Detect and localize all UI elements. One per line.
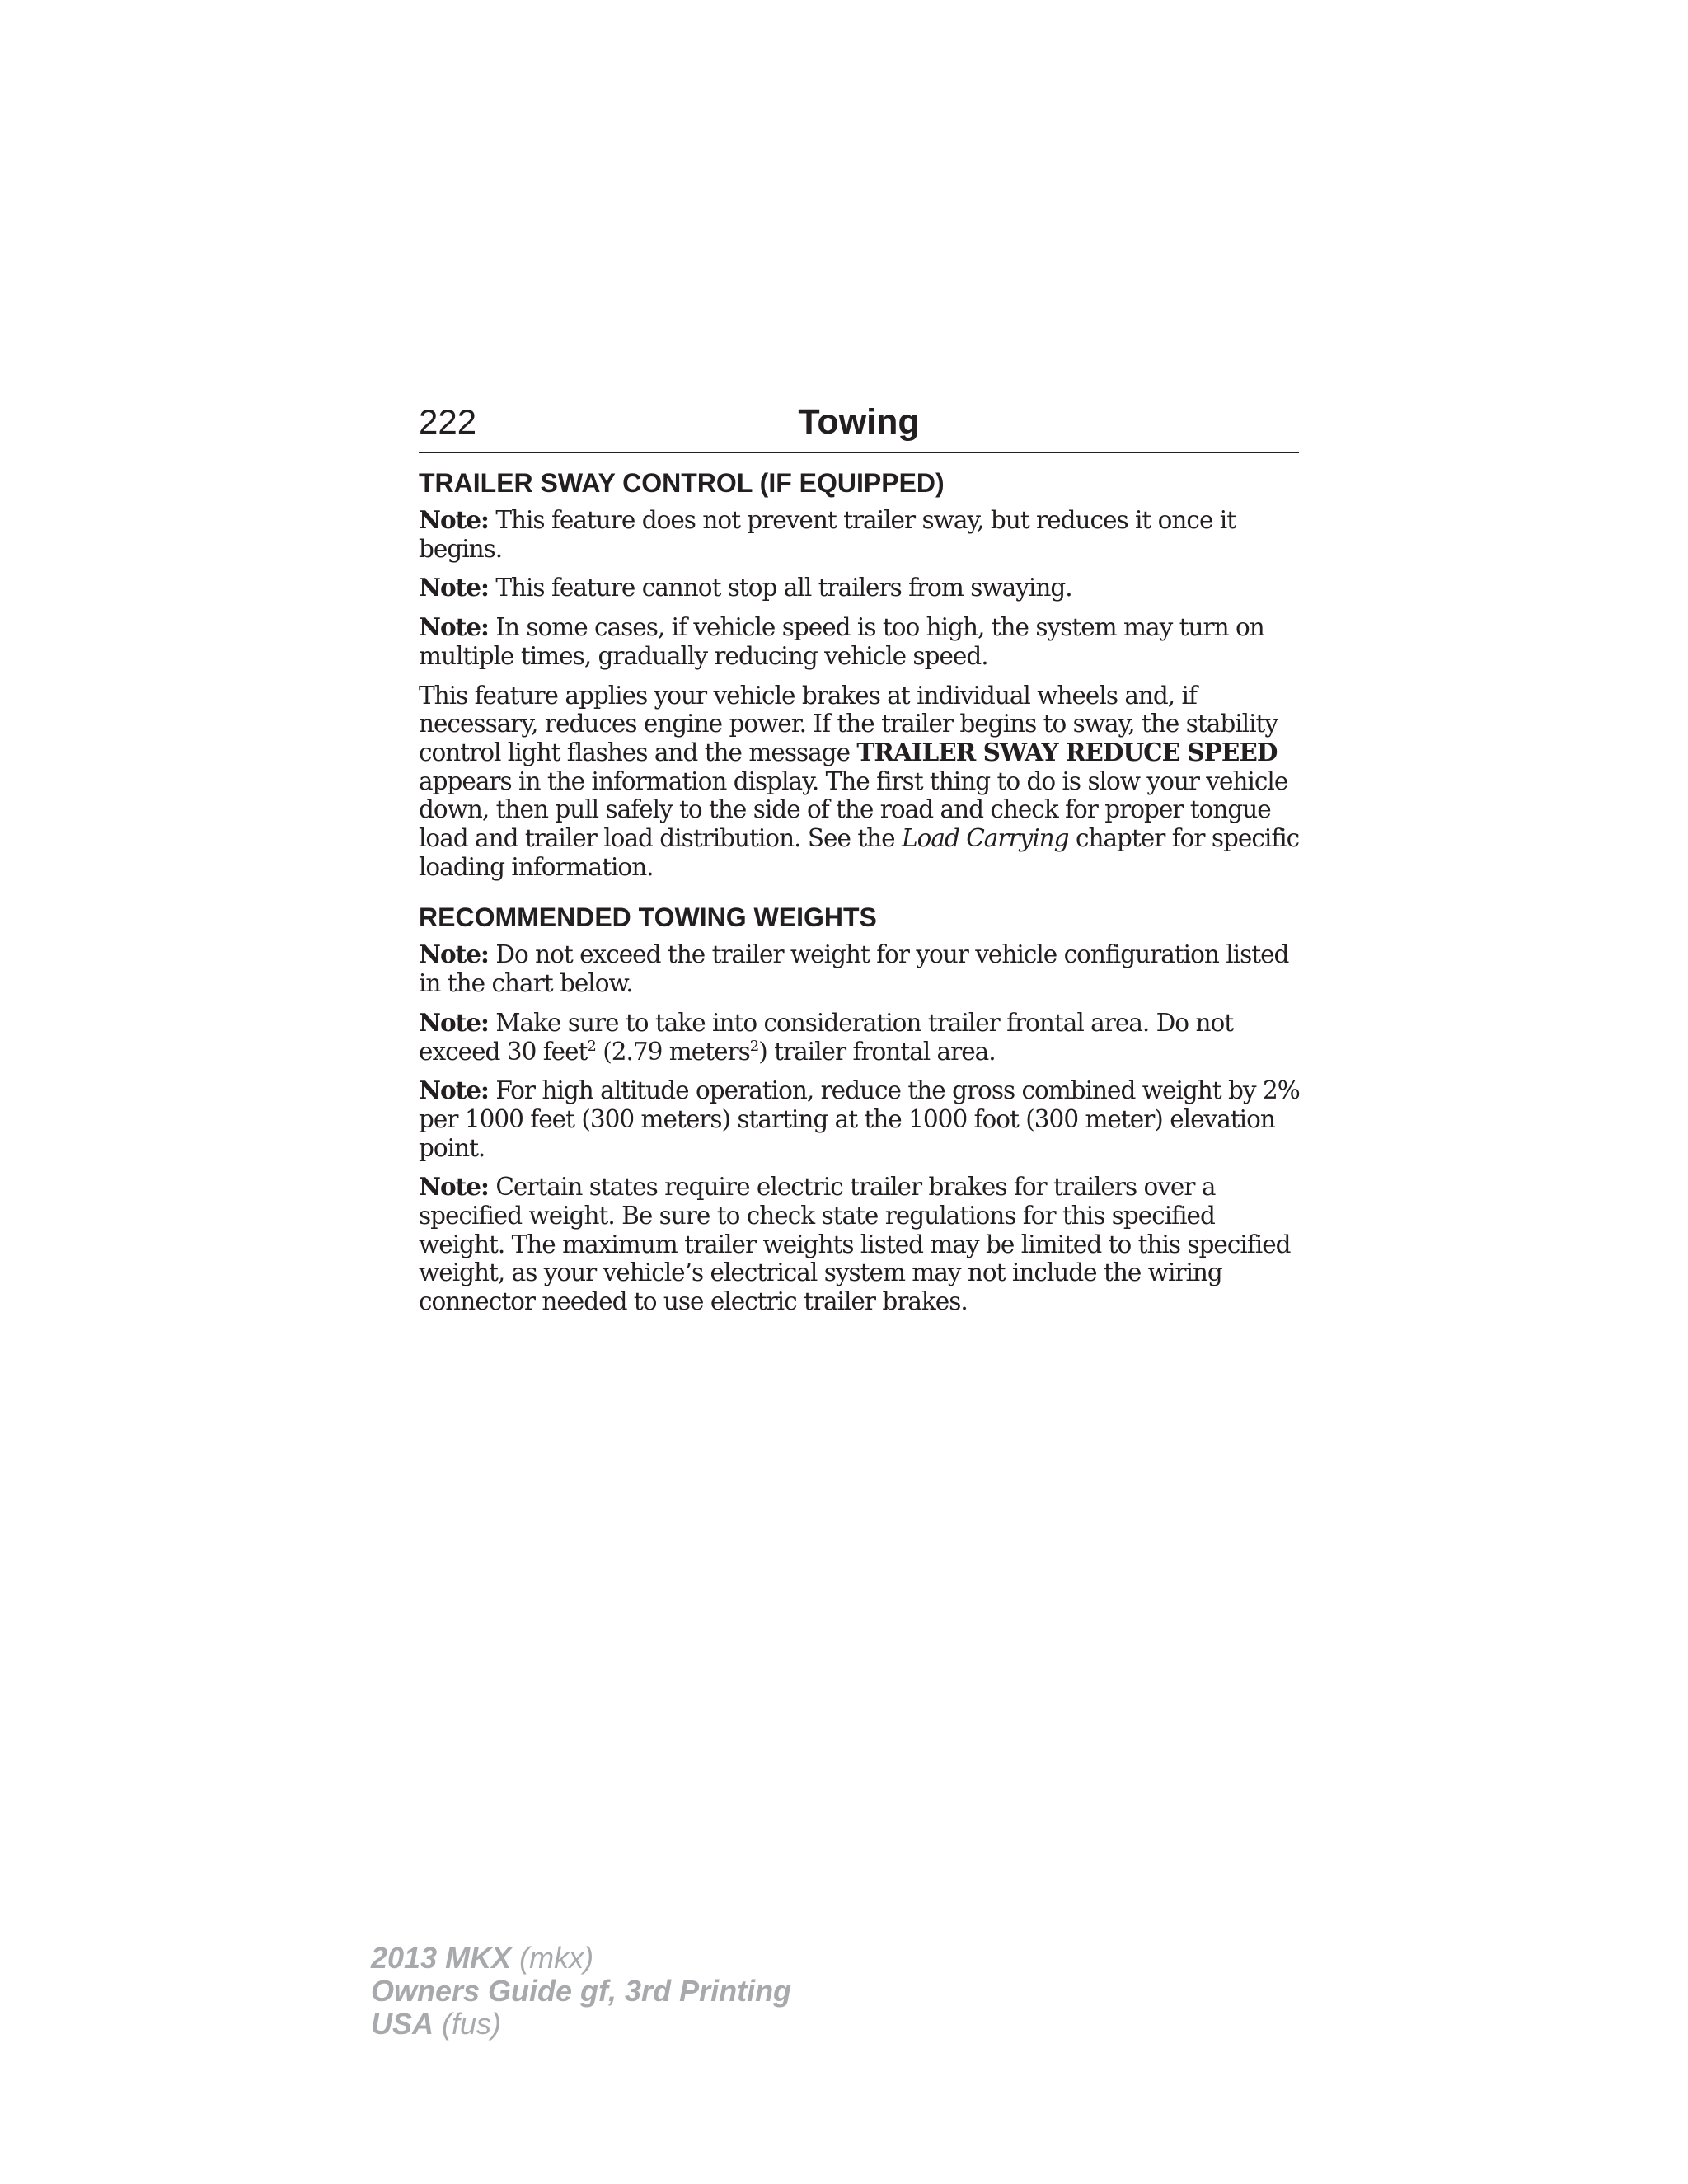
note-paragraph [419,574,1305,602]
note-text: This feature does not prevent trailer sway, but reduces it once it begins. [419,506,1236,563]
page-number: 222 [419,402,477,441]
document-footer [371,1942,791,2041]
section-heading-trailer-sway-control: TRAILER SWAY CONTROL (IF EQUIPPED) [419,468,945,498]
footer-market-code: (fus) [434,2007,502,2041]
chapter-reference: Load Carrying [902,824,1069,853]
page-header [419,401,1299,453]
note-label: Note: [419,1007,489,1037]
note-paragraph [419,506,1305,563]
note-label: Note: [419,573,489,602]
note-paragraph [419,1173,1305,1316]
note-label: Note: [419,612,489,642]
note-text: For high altitude operation, reduce the gross combined weight by 2% per 1000 feet (300 meters) starting at the 1000 foot (300 meter) elevation point. [419,1076,1300,1162]
note-paragraph [419,613,1305,670]
note-text: In some cases, if vehicle speed is too high, the system may turn on multiple times, gradually reducing vehicle speed. [419,613,1264,670]
note-text: (2.79 meters [595,1037,750,1066]
footer-model-code: (mkx) [511,1941,594,1975]
note-text: ) trailer frontal area. [758,1037,996,1066]
note-paragraph [419,1076,1305,1162]
body-text: appears in the information display. The first thing to do is slow your vehicle down, then pull safely to the side of the road and check for proper tongue load and trailer load distribution. See the [419,766,1288,853]
footer-model: 2013 MKX [371,1941,512,1975]
note-text: Make sure to take into consideration trailer frontal area. Do not exceed 30 feet [419,1008,1234,1066]
page-content [419,466,1305,1327]
body-paragraph [419,682,1305,882]
footer-guide-edition: Owners Guide gf, 3rd Printing [371,1974,792,2008]
footer-line-model [371,1942,791,1975]
superscript: 2 [587,1037,596,1055]
footer-market: USA [371,2007,434,2041]
note-paragraph [419,1009,1305,1066]
note-label: Note: [419,1172,489,1202]
note-label: Note: [419,505,489,534]
footer-line-market [371,2008,791,2041]
note-label: Note: [419,940,489,969]
display-message: TRAILER SWAY REDUCE SPEED [856,737,1278,766]
note-text: Do not exceed the trailer weight for your vehicle configuration listed in the chart below. [419,940,1289,998]
note-paragraph [419,940,1305,997]
note-text: This feature cannot stop all trailers from swaying. [488,574,1072,602]
note-label: Note: [419,1076,489,1105]
section-heading-recommended-towing-weights: RECOMMENDED TOWING WEIGHTS [419,902,877,933]
chapter-title: Towing [798,402,920,442]
body-text: chapter for specific loading information. [419,824,1300,881]
body-text: This feature applies your vehicle brakes at individual wheels and, if necessary, reduces engine power. If the trailer begins to sway, the stability control light flashes and the message [419,681,1278,766]
note-text: Certain states require electric trailer brakes for trailers over a specified weight. Be sure to check state regulations for this specified weight. The maximum trailer weights listed may be limited to this specified weight, as your vehicle’s electrical system may not include the wiring connector needed to use electric trailer brakes. [419,1173,1291,1316]
superscript: 2 [749,1037,759,1055]
